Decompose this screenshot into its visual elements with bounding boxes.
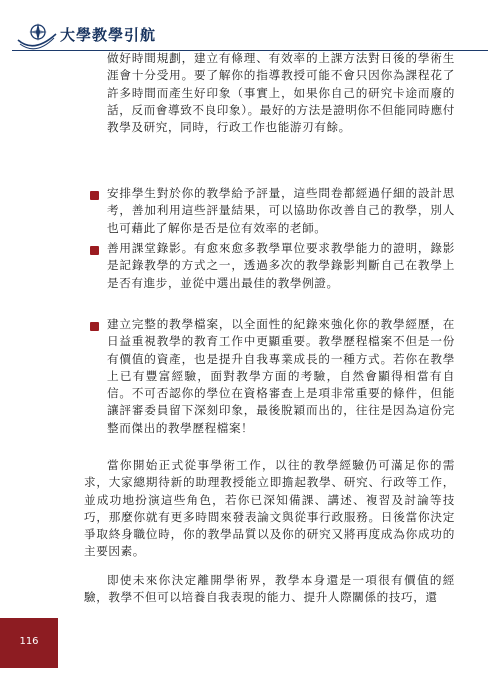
bullet-item-teaching-portfolio: 建立完整的教學檔案，以全面性的紀錄來強化你的教學經歷，在日益重視教學的教育工作中更顯重要。教學歷程檔案不但是一份有價值的資產，也是提升自我專業成長的一種方式。若你在教學上已有豐富經驗，面對教學方面的考驗，自然會顯得相當有自信。不可否認你的學位在資格審查上是項非常重要的條件，但能讓評審委員留下深刻印象，最後脫穎而出的，往往是因為這份完整而傑出的教學歷程檔案！ — [107, 317, 455, 435]
page-number: 116 — [19, 636, 39, 647]
bullet-marker — [90, 191, 99, 200]
running-header-title: 大學教學引航 — [60, 26, 157, 44]
body-paragraph-leaving-academia: 即使未來你決定離開學術界，教學本身還是一項很有價值的經驗，教學不但可以培養自我表現的能力、提升人際關係的技巧，還 — [84, 573, 455, 605]
intro-continuation-paragraph: 做好時間規劃，建立有條理、有效率的上課方法對日後的學術生涯會十分受用。要了解你的指導教授可能不會只因你為課程花了許多時間而產生好印象（事實上，如果你自己的研究卡途而廢的話，反而會導致不良印象）。最好的方法是證明你不但能同時應付教學及研究，同時，行政工作也能游刃有餘。 — [107, 51, 455, 135]
bullet-marker — [90, 246, 99, 255]
body-paragraph-career: 當你開始正式從事學術工作，以往的教學經驗仍可滿足你的需求，大家總期待新的助理教授能立即擔起教學、研究、行政等工作，並成功地扮演這些角色，若你已深知備課、講述、複習及討論等技巧，那麼你就有更多時間來發表論文與從事行政服務。日後當你決定爭取終身職位時，你的教學品質以及你的研究又將再度成為你成功的主要因素。 — [84, 458, 455, 559]
bullet-marker — [90, 322, 99, 331]
bullet-item-evaluation: 安排學生對於你的教學給予評量，這些問卷都經過仔細的設計思考，善加利用這些評量結果，可以協助你改善自己的教學，別人也可藉此了解你是否是位有效率的老師。 — [107, 186, 455, 235]
bullet-item-video-recording: 善用課堂錄影。有愈來愈多教學單位要求教學能力的證明，錄影是記錄教學的方式之一，透過多次的教學錄影判斷自己在教學上是否有進步，並從中選出最佳的教學例證。 — [107, 241, 455, 290]
